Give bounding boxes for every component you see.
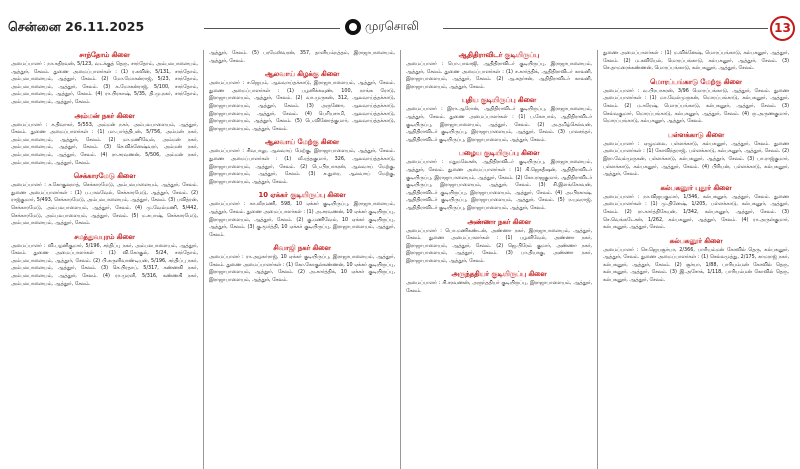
branch-title: அம்மன் நகர் கிளை	[74, 111, 135, 120]
branch-section	[603, 77, 789, 126]
branch-members-text: அமைப்பாளர் : ரா.அழகர்ராஜ், 10 ஏக்கர் குடியிருப்பு, இராஜாபாளையம், ஆத்தூர், சேலம். துணை அமைப்பாளர்கள் : (1) கோ.கோகுல்கண்ணன், 10 ஏக்கர் குடியிருப்பு, இராஜாபாளையம், ஆத்தூர், சேலம். (2) அ.கார்த்திக், 10 ஏக்கர் குடியிருப்பு, இராஜாபாளையம், ஆத்தூர், சேலம்.	[209, 254, 395, 284]
branch-section	[603, 236, 789, 285]
branch-title: 10 ஏக்கர் குடியிருப்பு கிளை	[258, 191, 346, 200]
branch-members-text: துணை அமைப்பாளர்கள் : (1) ம.விக்னேஷ், மொரப்பங்காடு, கல்பகனூர், ஆத்தூர், சேலம். (2) ம.கவியேல், மொரப்பங்காடு, கல்பகனூர், ஆத்தூர், சேலம். (3) செ.தாமரைக்கண்ணன், மொரப்பங்காடு, கல்பகனூர், ஆத்தூர், சேலம்.	[603, 50, 789, 72]
branch-section	[603, 183, 789, 232]
dateline: சென்னை 26.11.2025	[8, 19, 145, 34]
branch-section	[406, 269, 592, 295]
branch-members-text: அமைப்பாளர் : வி.பழனிகுமார், 5/196, சந்திப்பு நகர், அம்பலபாளையம், ஆத்தூர், சேலம். துணை அமைப்பாளர்கள் : (1) வி.கோகுல், 5/24, சாந்தோம், அம்பலபாளையம், ஆத்தூர், சேலம். (2) பி.சுருளிவாண்டியன், 5/196, சந்திப்பு நகர், அம்பலபாளையம், ஆத்தூர், சேலம். (3) செ.பிரதாப், 5/317, கண்ணகி நகர், அம்பலபாளையம், ஆத்தூர், சேலம். (4) ரா.முரளி, 5/316, கண்ணகி நகர், அம்பலபாளையம், ஆத்தூர், சேலம்.	[11, 242, 198, 287]
branch-section	[406, 50, 592, 91]
branch-title: சமத்துவபுரம் கிளை	[74, 232, 135, 241]
branch-members-text: அமைப்பாளர் : நா.கதிரவன், 5/123, வடக்குத் தெரு, சாந்தோம், அம்பலபாளையம், ஆத்தூர், சேலம். துணை அமைப்பாளர்கள் : (1) ர.கவின், 5/131, சாந்தோம், அம்பலபாளையம், ஆத்தூர், சேலம். (2) மோ.மோகன்ராஜ், 5/23, சாந்தோம், அம்பலபாளையம், ஆத்தூர், சேலம். (3) க.மோகன்ராஜ், 5/100, சாந்தோம், அம்பலபாளையம், ஆத்தூர், சேலம். (4) ரா.பிரகாஷ், 5/35, தி.மு.நகர், சாந்தோம், அம்பலபாளையம், ஆத்தூர், சேலம்.	[11, 61, 198, 105]
page-header	[0, 0, 800, 42]
branch-section	[603, 130, 789, 179]
branch-section	[209, 50, 395, 65]
branch-section	[11, 50, 198, 107]
branch-title: கல்பகனூர் புதூர் கிளை	[660, 183, 732, 192]
branch-title: அருந்ததியர் குடியிருப்பு கிளை	[451, 270, 547, 279]
branch-title: ஆலவாய் கிழக்கு கிளை	[264, 70, 340, 79]
branch-members-text: அமைப்பாளர் : நா.விஜயகுமார், 1/346, கல்பகனூர், ஆத்தூர், சேலம். துணை அமைப்பாளர்கள் : (1) மு.தினேஷ், 1/205, பள்ளக்காடு, கல்பகனூர், ஆத்தூர், சேலம். (2) ரா.கார்த்திகேயன், 1/342, கல்பகனூர், ஆத்தூர், சேலம். (3) செ.வெங்கடேசன், 1/262, கல்பகனூர், ஆத்தூர், சேலம். (4) ரா.அருள்குமார், கல்பகனூர், ஆத்தூர், சேலம்.	[603, 193, 789, 231]
paper-name: முரசொலி	[365, 19, 419, 33]
masthead	[345, 19, 419, 35]
header-rule-right	[443, 28, 768, 29]
branch-title: கல்பகனூர் கிளை	[669, 236, 723, 245]
branch-section	[11, 171, 198, 228]
branch-title: மொரப்பங்காடு மேற்கு கிளை	[650, 77, 742, 86]
branch-members-text: அமைப்பாளர் : ச.ஜெயம், ஆலவாய்தக்காடு, இராஜாபாளையம், ஆத்தூர், சேலம். துணை அமைப்பாளர்கள் : (1) பழனிக்கவுண், 100, நாங்க ரோடு, இராஜாபாளையம், ஆத்தூர், சேலம். (2) வா.முருகன், 312, ஆலவாய்த்தக்காடு, இராஜாபாளையம், ஆத்தூர், சேலம். (3) அருணோ, ஆலவாய்த்தக்காடு, இராஜாபாளையம், ஆத்தூர், சேலம். (4) பெரியசாமி, ஆலவாய்த்தக்காடு, இராஜாபாளையம், ஆத்தூர், சேலம். (5) பெ.வினோத்குமார், ஆலவாய்த்தக்காடு, இராஜாபாளையம், ஆத்தூர், சேலம்.	[209, 80, 395, 132]
column-3	[400, 50, 597, 469]
branch-section	[603, 50, 789, 73]
branch-section	[11, 232, 198, 289]
column-1	[6, 50, 203, 469]
branch-members-text: அமைப்பாளர் : இரா.ஆரோன், ஆதிதிராவிடர் குடியிருப்பு, இராஜாபாளையம், ஆத்தூர், சேலம். துணை அமைப்பாளர்கள் : (1) ப.கோபால், ஆதிதிராவிடர் குடியிருப்பு, இராஜாபாளையம், ஆத்தூர், சேலம். (2) அ.தமிழ்செல்வன், ஆதிதிராவிடர் குடியிருப்பு, இராஜாபாளையம், ஆத்தூர், சேலம். (3) பாலசந்தர், ஆதிதிராவிடர் குடியிருப்பு, இராஜாபாளையம், ஆத்தூர், சேலம்.	[406, 106, 592, 143]
branch-section	[11, 111, 198, 168]
branch-title: சாந்தோம் கிளை	[79, 51, 130, 59]
branch-section	[209, 243, 395, 284]
branch-title: செக்காரமேடு கிளை	[73, 172, 136, 181]
column-4	[597, 50, 794, 469]
branch-title: பள்ளக்காடு கிளை	[667, 130, 725, 139]
murasoli-logo-icon	[345, 19, 361, 35]
branch-members-text: அமைப்பாளர் : சிவபாலு, ஆலவாய் மேற்கு, இராஜாபாளையம், ஆத்தூர், சேலம். துணை அமைப்பாளர்கள் : (1) வீ.ரத்தகுமார், 326, ஆலவாய்த்தக்காடு, இராஜாபாளையம், ஆத்தூர், சேலம். (2) பெ.பிரபாகரன், ஆலவாய் மேற்கு, இராஜாபாளையம், ஆத்தூர், சேலம். (3) சு.துரை, ஆலவாய் மேற்கு, இராஜாபாளையம், ஆத்தூர், சேலம்.	[209, 148, 395, 185]
branch-title: புதிய குடியிருப்பு கிளை	[461, 96, 537, 105]
branch-members-text: அமைப்பாளர் : ஏழுமலை, பள்ளக்காடு, கல்பகனூர், ஆத்தூர், சேலம். துணை அமைப்பாளர்கள் : (1) கோவிந்தராஜ், பள்ளக்காடு, கல்பகனூர், ஆத்தூர், சேலம். (2) இரா.வேல்முருகன், பள்ளக்காடு, கல்பகனூர், ஆத்தூர், சேலம். (3) பா.ராஜ்குமார், பள்ளக்காடு, கல்பகனூர், ஆத்தூர், சேலம். (4) பிரியன், பள்ளக்காடு, கல்பகனூர், ஆத்தூர், சேலம்.	[603, 140, 789, 178]
branch-members-text: அமைப்பாளர் : மதுமலேசன், ஆதிதிராவிடர் குடியிருப்பு, இராஜாபாளையம், ஆத்தூர், சேலம். துணை அமைப்பாளர்கள் : (1) கி.ஜெகதீஷன், ஆதிதிராவிடர் குடியிருப்பு, இராஜாபாளையம், ஆத்தூர், சேலம். (2) கோ.ராஜகுமார், ஆதிதிராவிடர் குடியிருப்பு, இராஜாபாளையம், ஆத்தூர், சேலம். (3) சி.இளங்கோவன், ஆதிதிராவிடர் குடியிருப்பு, இராஜாபாளையம், ஆத்தூர், சேலம். (4) அ.பிரகாஷ், ஆதிதிராவிடர் குடியிருப்பு, இராஜாபாளையம், ஆத்தூர், சேலம். (5) ர.யுவராஜ், ஆதிதிராவிடர் குடியிருப்பு, இராஜாபாளையம், ஆத்தூர், சேலம்.	[406, 159, 592, 211]
branch-members-text: அமைப்பாளர் : பொ.மணிகண்டன், அண்ணா நகர், இராஜாபாளையம், ஆத்தூர், சேலம். துணை அமைப்பாளர்கள் : (1) பழனிவேல், அண்ணா நகர், இராஜாபாளையம், ஆத்தூர், சேலம். (2) ஜெ.பிரேம் குமார், அண்ணா நகர், இராஜாபாளையம், ஆத்தூர், சேலம். (3) பா.தியாகு, அண்ணா நகர், இராஜாபாளையம், ஆத்தூர், சேலம்.	[406, 227, 592, 264]
header-rule-left	[204, 28, 340, 29]
branch-members-text: அமைப்பாளர் : கா.வீரமணி, 598, 10 ஏக்கர் குடியிருப்பு, இராஜாபாளையம், ஆத்தூர், சேலம். துணை அமைப்பாளர்கள் : (1) அ.சரவணன், 10 ஏக்கர் குடியிருப்பு, இராஜாபாளையம், ஆத்தூர், சேலம். (2) கு.மணிவேல், 10 ஏக்கர் குடியிருப்பு, ஆத்தூர், சேலம். (3) கு.மூர்த்தி, 10 ஏக்கர் குடியிருப்பு, இராஜாபாளையம், ஆத்தூர், சேலம்.	[209, 201, 395, 238]
column-2	[203, 50, 400, 469]
branch-title: ஆலவாய் மேற்கு கிளை	[265, 138, 339, 147]
branch-members-text: அமைப்பாளர் : பொ.பாலாஜி, ஆதிதிராவிடர் குடியிருப்பு, இராஜாபாளையம், ஆத்தூர், சேலம். துணை அமைப்பாளர்கள் : (1) ச.கார்த்திக், ஆதிதிராவிடர் காலனி, இராஜாபாளையம், ஆத்தூர், சேலம். (2) ஆ.சுதர்சன், ஆதிதிராவிடர் காலனி, இராஜாபாளையம், ஆத்தூர், சேலம்.	[406, 61, 592, 90]
branch-title: அண்ணா நகர் கிளை	[467, 217, 531, 226]
branch-title: ஆதிதிராவிடர் குடியிருப்பு	[458, 51, 540, 59]
branch-section	[209, 137, 395, 186]
article-columns	[6, 50, 795, 469]
branch-section	[209, 190, 395, 239]
branch-members-text: ஆத்தூர், சேலம். (5) பரமேஸ்வரன், 357, தாளியம்நத்தம், இராஜாபாளையம், ஆத்தூர், சேலம்.	[209, 50, 395, 64]
branch-members-text: அமைப்பாளர் : ச.திவாகர், 5/553, அம்மன் நகர், அம்பலபாளையம், ஆத்தூர், சேலம். துணை அமைப்பாளர்கள் : (1) மா.பார்த்திபன், 5/756, அம்மன் நகர், அம்பலபாளையம், ஆத்தூர், சேலம். (2) மா.மணிவேல், அம்மன் நகர், அம்பலபாளையம், ஆத்தூர், சேலம். (3) செ.விக்னேஷ்வரர், அம்மன் நகர், அம்பலபாளையம், ஆத்தூர், சேலம். (4) ரா.சரவணன், 5/506, அம்மன் நகர், அம்பலபாளையம், ஆத்தூர், சேலம்.	[11, 121, 198, 166]
branch-members-text: அமைப்பாளர் : செ.ஜெயசூர்யா, 2/366, பாரியம்மன் கோவில் தெரு, கல்பகனூர், ஆத்தூர், சேலம். துணை அமைப்பாளர்கள் : (1) செல்லமுத்து, 2/175, காமராஜ் நகர், கல்பகனூர், ஆத்தூர், சேலம். (2) சூர்யா, 1/88, பாரியம்மன் கோவில் தெரு, கல்பகனூர், ஆத்தூர், சேலம். (3) இ.அசோக், 1/118, பாரியம்மன் கோவில் தெரு, கல்பகனூர், ஆத்தூர், சேலம்.	[603, 246, 789, 284]
branch-title: சிவாஜி நகர் கிளை	[273, 244, 331, 253]
branch-section	[406, 148, 592, 212]
branch-members-text: அமைப்பாளர் : சி.சரவணன், அருந்ததியர் குடியிருப்பு, இராஜாபாளையம், ஆத்தூர், சேலம்.	[406, 280, 592, 295]
branch-members-text: அமைப்பாளர் : வ.பிரபாகரன், 3/96 மொரப்பங்காடு, ஆத்தூர், சேலம். துணை அமைப்பாளர்கள் : (1) மா.வேல்முருகன், மொரப்பங்காடு, கல்பகனூர், ஆத்தூர், சேலம். (2) ம.சுரேஷ், மொரப்பங்காடு, கல்பகனூர், ஆத்தூர், சேலம். (3) செல்வகுமார், மொரப்பங்காடு, கல்பகனூர், ஆத்தூர், சேலம். (4) ரு.அருணகுமார், மொரப்பங்காடு, கல்பகனூர், ஆத்தூர், சேலம்.	[603, 87, 789, 125]
branch-members-text: அமைப்பாளர் : ச.கோகுலநாத், செக்காரமேடு, அம்பலபாளையம், ஆத்தூர், சேலம். துணை அமைப்பாளர்கள் : (1) ப.பாலவேல், செக்காரமேடு, ஆத்தூர், சேலம். (2) ராஜ்குமார், 5/493, செக்காரமேடு, அம்பலபாளையம், ஆத்தூர், சேலம். (3) பவித்ரன், செக்காரமேடு, அம்பலபாளையம், ஆத்தூர், சேலம். (4) மு.வேல்மணி, 5/442, செக்காரமேடு, அம்பலபாளையம், ஆத்தூர், சேலம். (5) ம.சுபாஷ், செக்காரமேடு, அம்பலபாளையம், ஆத்தூர், சேலம்.	[11, 182, 198, 227]
branch-section	[406, 217, 592, 266]
branch-section	[209, 69, 395, 133]
branch-section	[406, 95, 592, 144]
branch-title: பழைய குடியிருப்பு கிளை	[458, 149, 540, 158]
page-number-badge: 13	[770, 16, 795, 41]
